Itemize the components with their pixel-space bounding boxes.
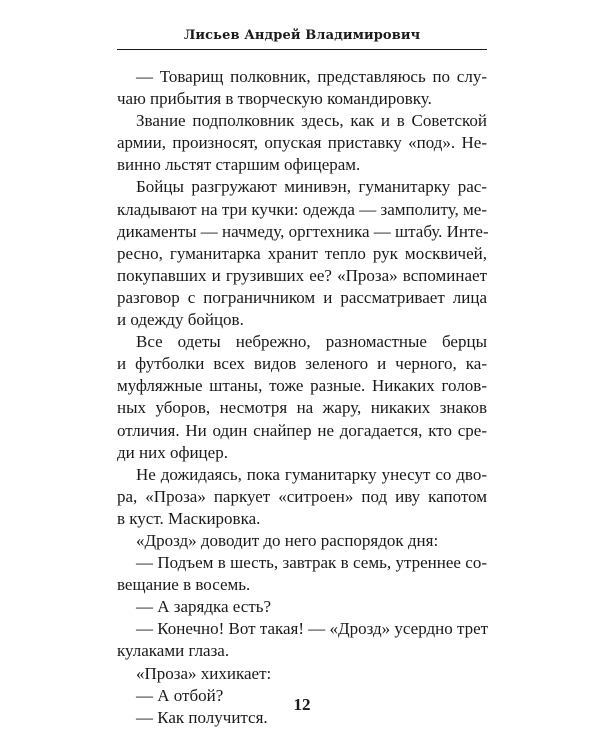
text-line: Не дожидаясь, пока гуманитарку унесут со дво-	[136, 464, 487, 484]
text-line: — А зарядка есть?	[136, 597, 272, 617]
text-line: дикаменты — начмеду, оргтехника — штабу. Инте-	[117, 221, 489, 241]
text-line: ди них офицер.	[117, 442, 228, 462]
text-line: Звание подполковник здесь, как и в Советской	[136, 111, 487, 131]
text-line: и одежду бойцов.	[117, 310, 244, 330]
text-line: — Конечно! Вот такая! — «Дрозд» усердно трет	[136, 619, 489, 639]
text-line: «Дрозд» доводит до него распорядок дня:	[136, 530, 439, 550]
text-line: отличия. Ни один снайпер не догадается, кто сре-	[117, 420, 487, 440]
text-line: — Подъем в шесть, завтрак в семь, утреннее со-	[136, 553, 487, 573]
text-line: Все одеты небрежно, разномастные берцы	[136, 332, 487, 352]
text-line: — Товарищ полковник, представляюсь по слу-	[136, 67, 487, 86]
text-line: «Проза» хихикает:	[136, 663, 272, 683]
text-line: вещание в восемь.	[117, 575, 251, 595]
text-line: покупавших и грузивших ее? «Проза» вспоминает	[117, 265, 487, 285]
page-number: 12	[293, 695, 311, 714]
text-line: в куст. Маскировка.	[117, 508, 261, 528]
text-line: и футболки всех видов зеленого и черного, ка-	[117, 354, 487, 374]
text-line: винно льстят старшим офицерам.	[117, 155, 361, 175]
text-line: — Как получится.	[136, 707, 268, 727]
body-text	[117, 66, 487, 729]
text-line: кулаками глаза.	[117, 641, 230, 661]
text-line: кладывают на три кучки: одежда — замполиту, ме-	[117, 199, 487, 219]
running-title: Лисьев Андрей Владимирович	[183, 28, 421, 43]
text-line: ных уборов, несмотря на жару, никаких знаков	[117, 398, 487, 418]
text-line: ресно, гуманитарка хранит тепло рук москвичей,	[117, 243, 487, 263]
header-rule	[117, 49, 487, 50]
text-line: муфляжные штаны, тоже разные. Никаких голов-	[117, 376, 487, 396]
text-line: — А отбой?	[136, 685, 224, 705]
text-line: ра, «Проза» паркует «ситроен» под иву капотом	[117, 486, 487, 506]
text-line: чаю прибытия в творческую командировку.	[117, 89, 432, 109]
text-line: разговор с пограничником и рассматривает лица	[117, 287, 487, 307]
text-line: Бойцы разгружают минивэн, гуманитарку рас-	[136, 177, 487, 197]
text-line: армии, произносят, опуская приставку «под». Не-	[117, 133, 487, 153]
